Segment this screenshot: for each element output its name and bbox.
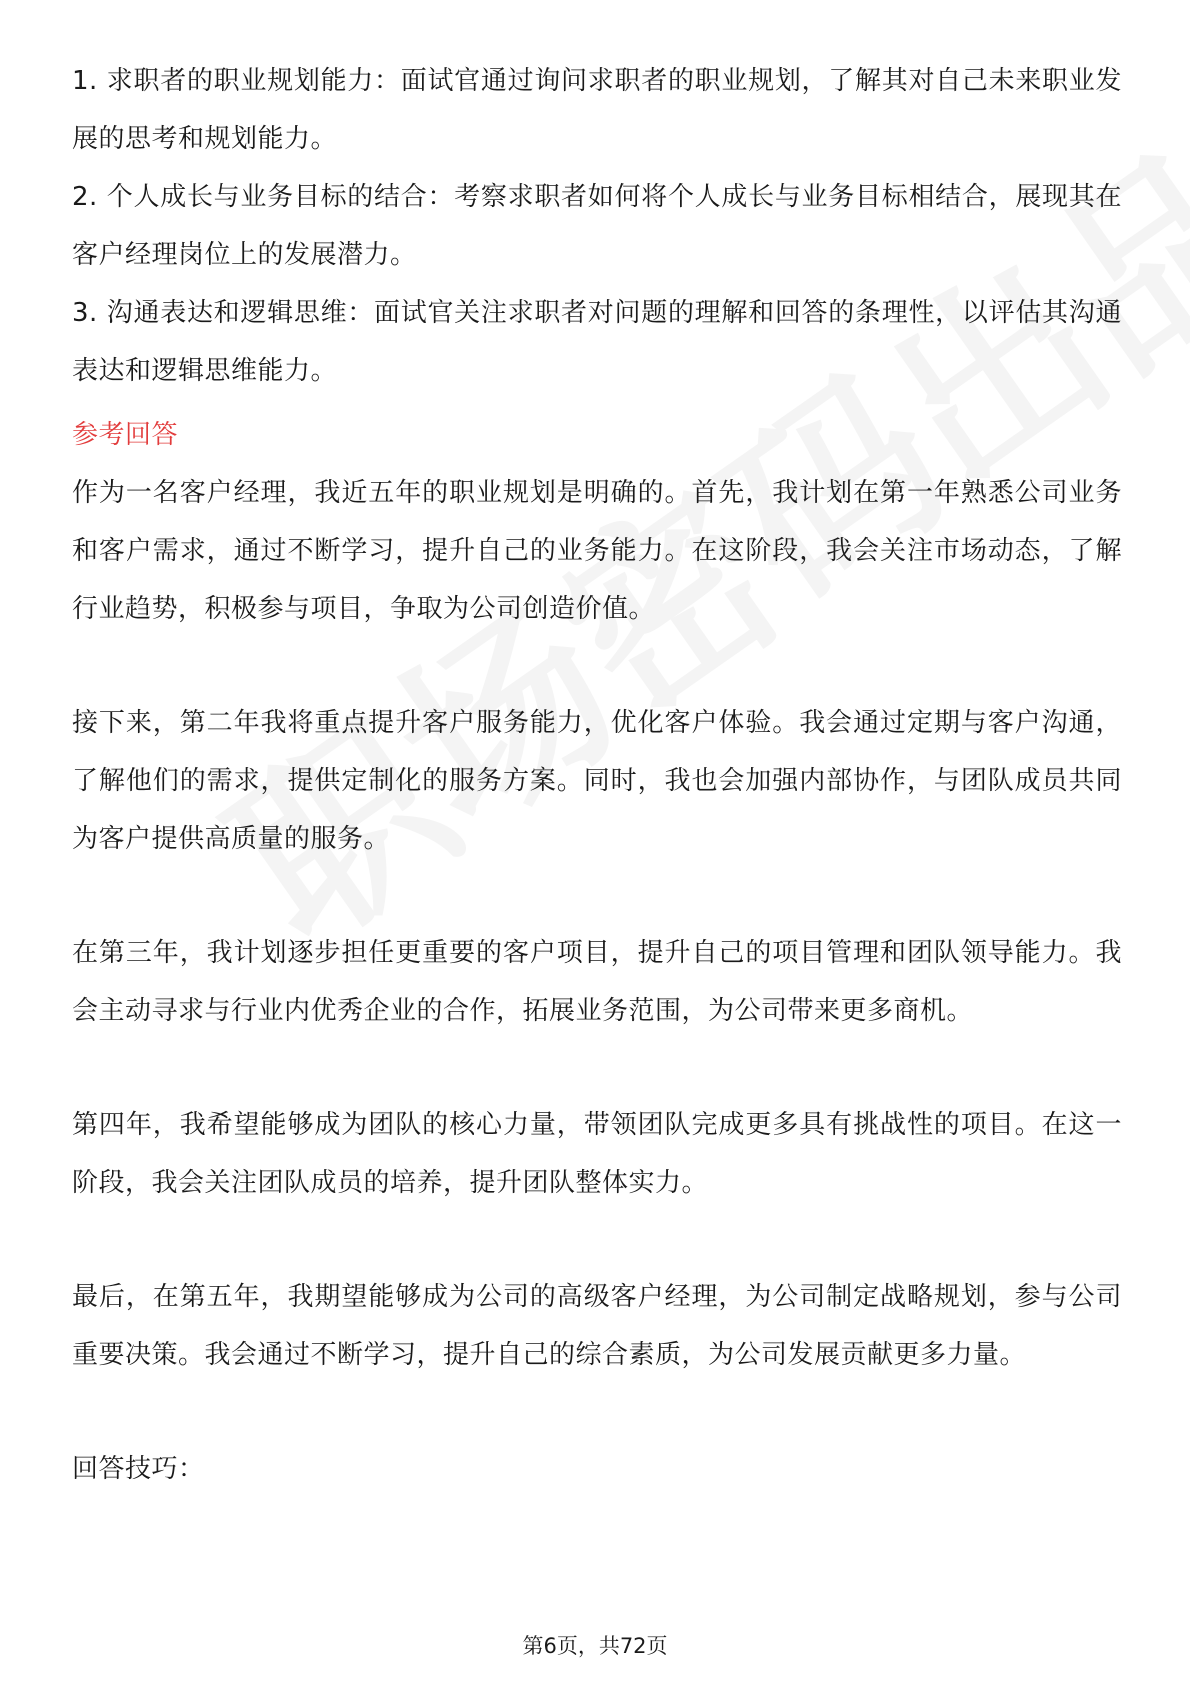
point-1: 1. 求职者的职业规划能力：面试官通过询问求职者的职业规划，了解其对自己未来职业发展的思考和规划能力。 bbox=[72, 66, 1122, 154]
tips-heading: 回答技巧： bbox=[72, 1454, 205, 1484]
page-footer: 第6页，共72页 bbox=[522, 1634, 668, 1658]
document-body bbox=[72, 52, 1122, 1498]
answer-paragraph-4: 第四年，我希望能够成为团队的核心力量，带领团队完成更多具有挑战性的项目。在这一阶段，我会关注团队成员的培养，提升团队整体实力。 bbox=[72, 1110, 1122, 1198]
answer-paragraph-5: 最后，在第五年，我期望能够成为公司的高级客户经理，为公司制定战略规划，参与公司重要决策。我会通过不断学习，提升自己的综合素质，为公司发展贡献更多力量。 bbox=[72, 1282, 1122, 1370]
point-2: 2. 个人成长与业务目标的结合：考察求职者如何将个人成长与业务目标相结合，展现其在客户经理岗位上的发展潜力。 bbox=[72, 182, 1122, 270]
answer-paragraph-3: 在第三年，我计划逐步担任更重要的客户项目，提升自己的项目管理和团队领导能力。我会主动寻求与行业内优秀企业的合作，拓展业务范围，为公司带来更多商机。 bbox=[72, 938, 1122, 1026]
answer-paragraph-1: 作为一名客户经理，我近五年的职业规划是明确的。首先，我计划在第一年熟悉公司业务和客户需求，通过不断学习，提升自己的业务能力。在这阶段，我会关注市场动态，了解行业趋势，积极参与项目，争取为公司创造价值。 bbox=[72, 478, 1122, 624]
answer-heading: 参考回答 bbox=[72, 420, 179, 450]
point-3: 3. 沟通表达和逻辑思维：面试官关注求职者对问题的理解和回答的条理性，以评估其沟通表达和逻辑思维能力。 bbox=[72, 298, 1122, 386]
answer-paragraph-2: 接下来，第二年我将重点提升客户服务能力，优化客户体验。我会通过定期与客户沟通，了解他们的需求，提供定制化的服务方案。同时，我也会加强内部协作，与团队成员共同为客户提供高质量的服务。 bbox=[72, 708, 1122, 854]
